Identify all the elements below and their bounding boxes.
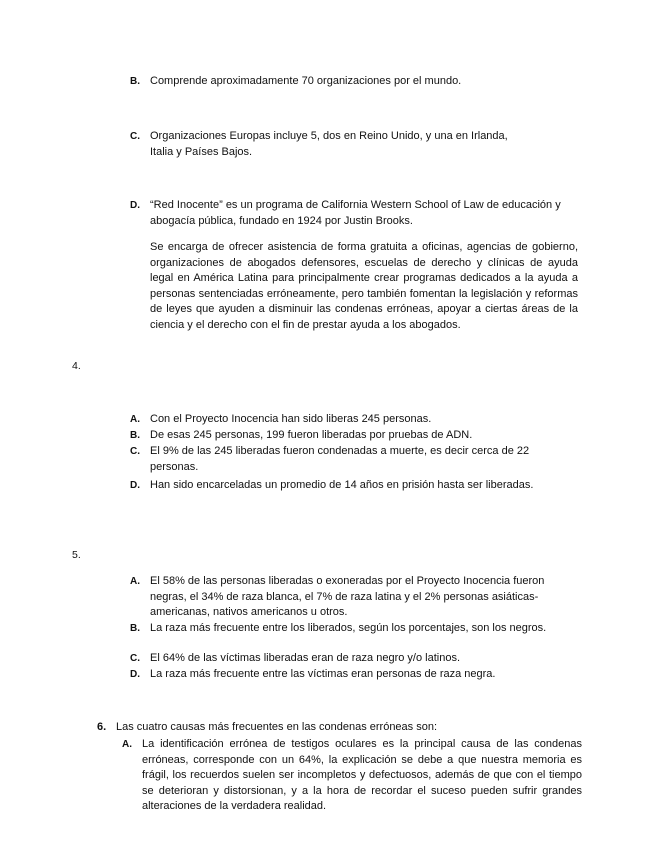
- list-item-5b: [130, 621, 570, 637]
- item-text: La raza más frecuente entre los liberados, según los porcentajes, son los negros.: [150, 622, 547, 634]
- item-text: Han sido encarceladas un promedio de 14 años en prisión hasta ser liberadas.: [150, 479, 534, 491]
- list-item-5c: [130, 651, 580, 667]
- item-letter: D.: [130, 669, 140, 680]
- list-item-3c: [130, 129, 530, 160]
- item-text: Organizaciones Europas incluye 5, dos en Reino Unido, y una en Irlanda, Italia y Países Bajos.: [150, 130, 508, 158]
- list-item-3b: [130, 74, 580, 90]
- item-text: El 58% de las personas liberadas o exoneradas por el Proyecto Inocencia fueron negras, el 34% de raza blanca, el 7% de raza latina y el 2% personas asiáticas-americanas, nativos americanos u otros.: [150, 575, 545, 618]
- item-letter: A.: [130, 576, 140, 587]
- list-item-4c: [130, 444, 580, 475]
- list-item-5d: [130, 667, 580, 683]
- item-letter: A.: [122, 739, 132, 750]
- section-number-6: 6.: [97, 721, 107, 733]
- item-text: “Red Inocente” es un programa de California Western School of Law de educación y abogacía pública, fundado en 1924 por Justin Brooks.: [150, 199, 561, 227]
- section-6-heading: [97, 720, 582, 736]
- item-letter: B.: [130, 623, 140, 634]
- item-letter: D.: [130, 480, 140, 491]
- section-number-4: 4.: [72, 360, 81, 372]
- item-text: De esas 245 personas, 199 fueron liberadas por pruebas de ADN.: [150, 429, 473, 441]
- list-item-4d: [130, 478, 550, 494]
- item-letter: C.: [130, 131, 140, 142]
- list-item-4a: [130, 412, 580, 428]
- section-6-text: Las cuatro causas más frecuentes en las condenas erróneas son:: [116, 721, 438, 733]
- item-text: El 9% de las 245 liberadas fueron condenadas a muerte, es decir cerca de 22 personas.: [150, 445, 530, 473]
- list-item-5a: [130, 574, 570, 621]
- item-letter: C.: [130, 446, 140, 457]
- item-letter: B.: [130, 76, 140, 87]
- list-item-3d: [130, 198, 562, 229]
- item-text: Comprende aproximadamente 70 organizaciones por el mundo.: [150, 75, 462, 87]
- item-text: La raza más frecuente entre las víctimas eran personas de raza negra.: [150, 668, 496, 680]
- section-number-5: 5.: [72, 549, 81, 561]
- paragraph-red-inocente: Se encarga de ofrecer asistencia de forma gratuita a oficinas, agencias de gobierno, organizaciones de abogados defensores, escuelas de derecho y clínicas de ayuda legal en América Latina para principalmente crear programas dedicados a la ayuda a personas sentenciadas erróneamente, pero también fomentan la legislación y reformas de leyes que ayuden a disminuir las condenas erróneas, apoyar a ciertas áreas de la ciencia y el derecho con el fin de prestar ayuda a los abogados.: [150, 241, 578, 331]
- item-letter: B.: [130, 430, 140, 441]
- item-text: El 64% de las víctimas liberadas eran de raza negro y/o latinos.: [150, 652, 460, 664]
- item-letter: A.: [130, 414, 140, 425]
- item-letter: C.: [130, 653, 140, 664]
- item-letter: D.: [130, 200, 140, 211]
- item-text: La identificación errónea de testigos oculares es la principal causa de las condenas erróneas, corresponde con un 64%, la explicación se debe a que nuestra memoria es frágil, los recuerdos suelen ser incompletos y defectuosos, además de que con el tiempo se deterioran y distorsionan, y a la hora de recordar el suceso pueden sufrir grandes alteraciones de la verdadera realidad.: [142, 738, 582, 812]
- list-item-6a: [122, 737, 582, 815]
- list-item-4b: [130, 428, 580, 444]
- item-text: Con el Proyecto Inocencia han sido liberas 245 personas.: [150, 413, 432, 425]
